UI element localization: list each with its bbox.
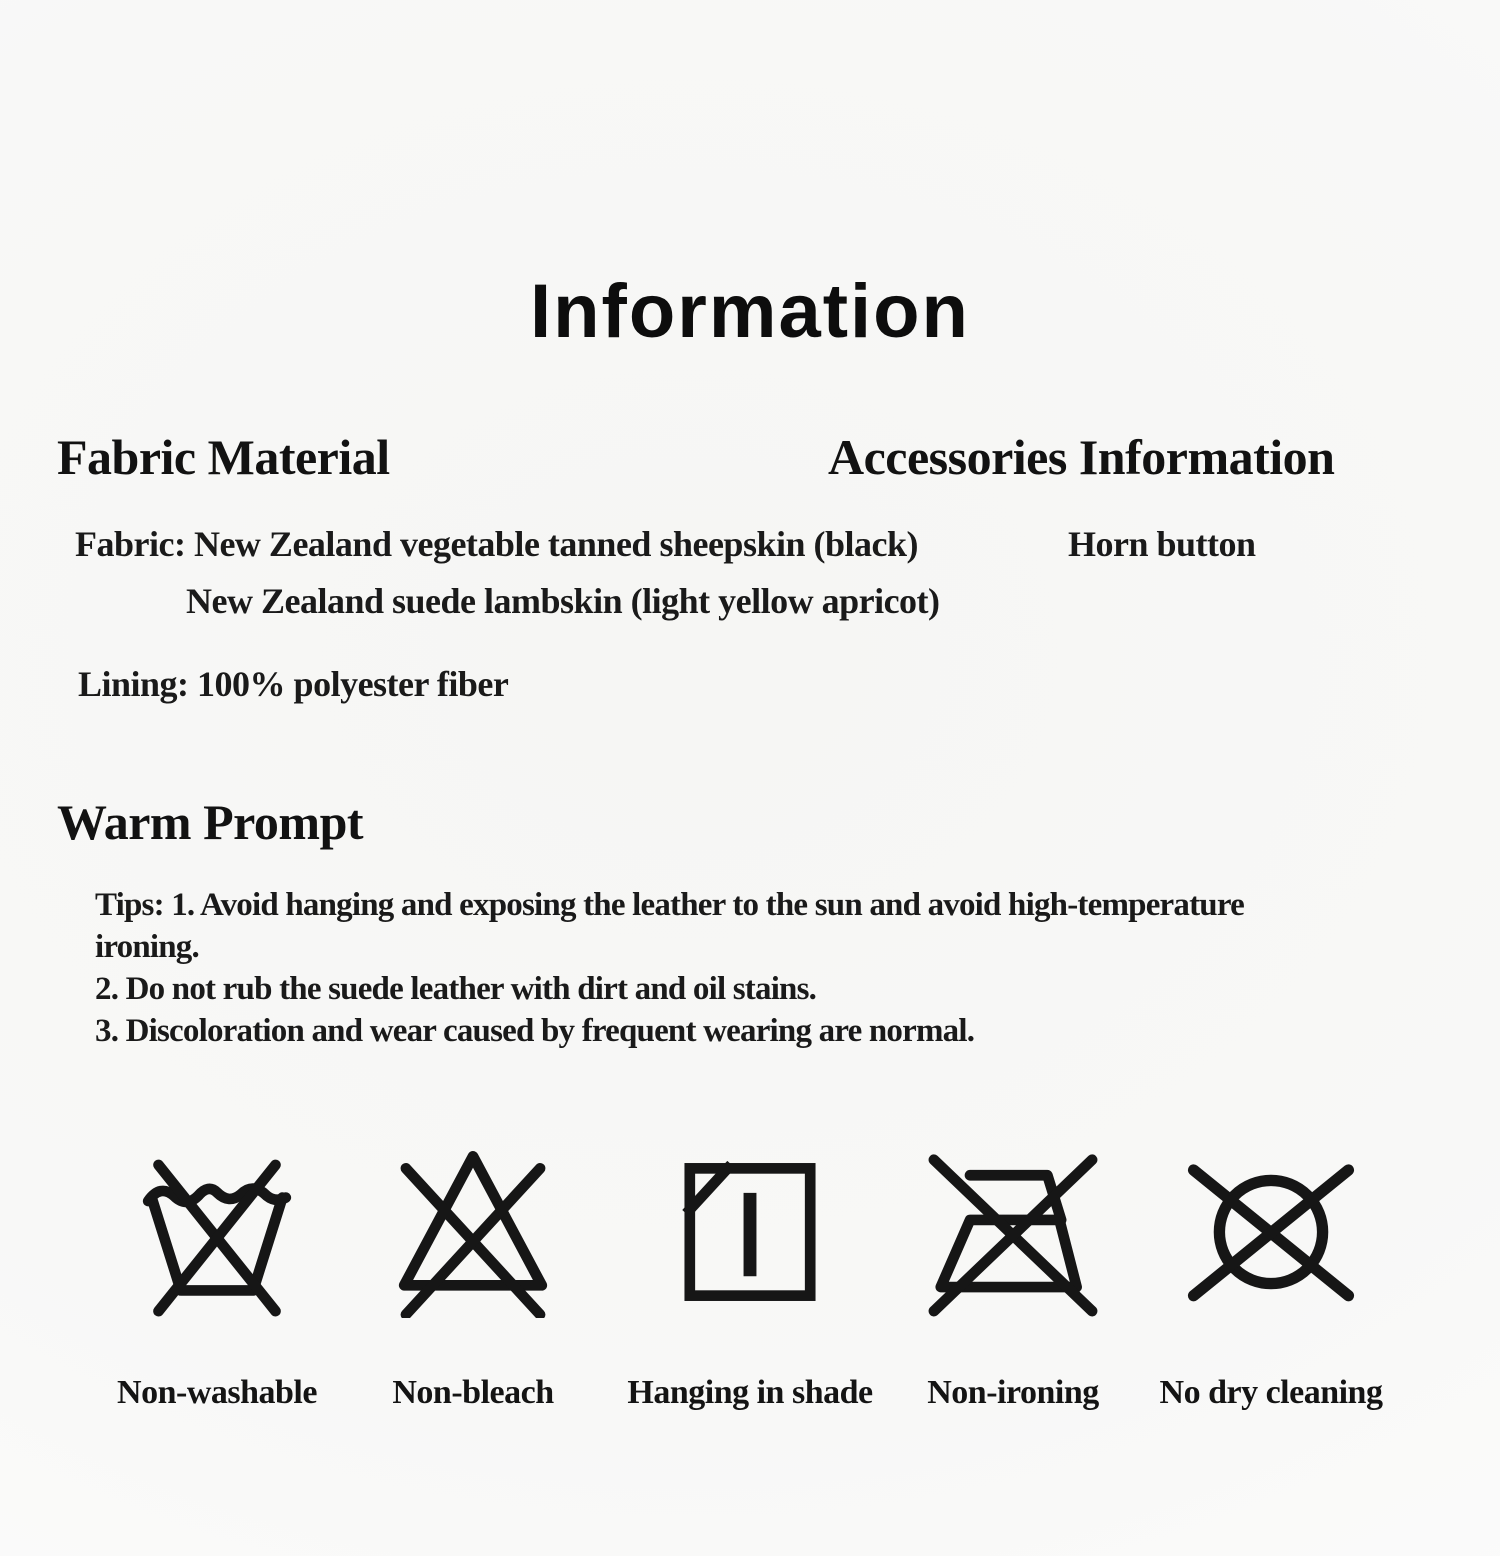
care-item-non-washable — [87, 1146, 347, 1412]
tip-line: 3. Discoloration and wear caused by frequent wearing are normal. — [95, 1013, 975, 1049]
care-item-non-bleach — [343, 1146, 603, 1412]
care-item-non-ironing — [883, 1146, 1143, 1412]
care-label: Non-washable — [117, 1374, 317, 1411]
care-label: No dry cleaning — [1159, 1374, 1383, 1411]
care-label: Hanging in shade — [627, 1374, 873, 1411]
lining-line: Lining: 100% polyester fiber — [78, 664, 509, 704]
dry-in-shade-icon — [664, 1146, 836, 1318]
accessories-information-heading: Accessories Information — [828, 429, 1335, 485]
care-label: Non-ironing — [927, 1374, 1099, 1411]
page-title: Information — [530, 269, 970, 354]
care-label: Non-bleach — [392, 1374, 554, 1411]
care-item-hanging-in-shade — [620, 1146, 880, 1412]
no-dry-cleaning-icon — [1185, 1146, 1357, 1318]
do-not-iron-icon — [927, 1146, 1099, 1318]
fabric-line-2: New Zealand suede lambskin (light yellow apricot) — [186, 581, 940, 621]
do-not-bleach-icon — [387, 1146, 559, 1318]
accessories-item: Horn button — [1068, 524, 1256, 564]
fabric-material-heading: Fabric Material — [57, 429, 390, 485]
tip-line: Tips: 1. Avoid hanging and exposing the leather to the sun and avoid high-temperature — [95, 887, 1244, 923]
fabric-line-1: Fabric: New Zealand vegetable tanned sheepskin (black) — [75, 524, 919, 564]
warm-prompt-tips — [95, 884, 1465, 1052]
care-item-no-dry-cleaning — [1141, 1146, 1401, 1412]
do-not-wash-icon — [131, 1146, 303, 1318]
tip-line: 2. Do not rub the suede leather with dirt and oil stains. — [95, 971, 817, 1007]
warm-prompt-heading: Warm Prompt — [57, 794, 364, 850]
tip-line: ironing. — [95, 929, 199, 965]
